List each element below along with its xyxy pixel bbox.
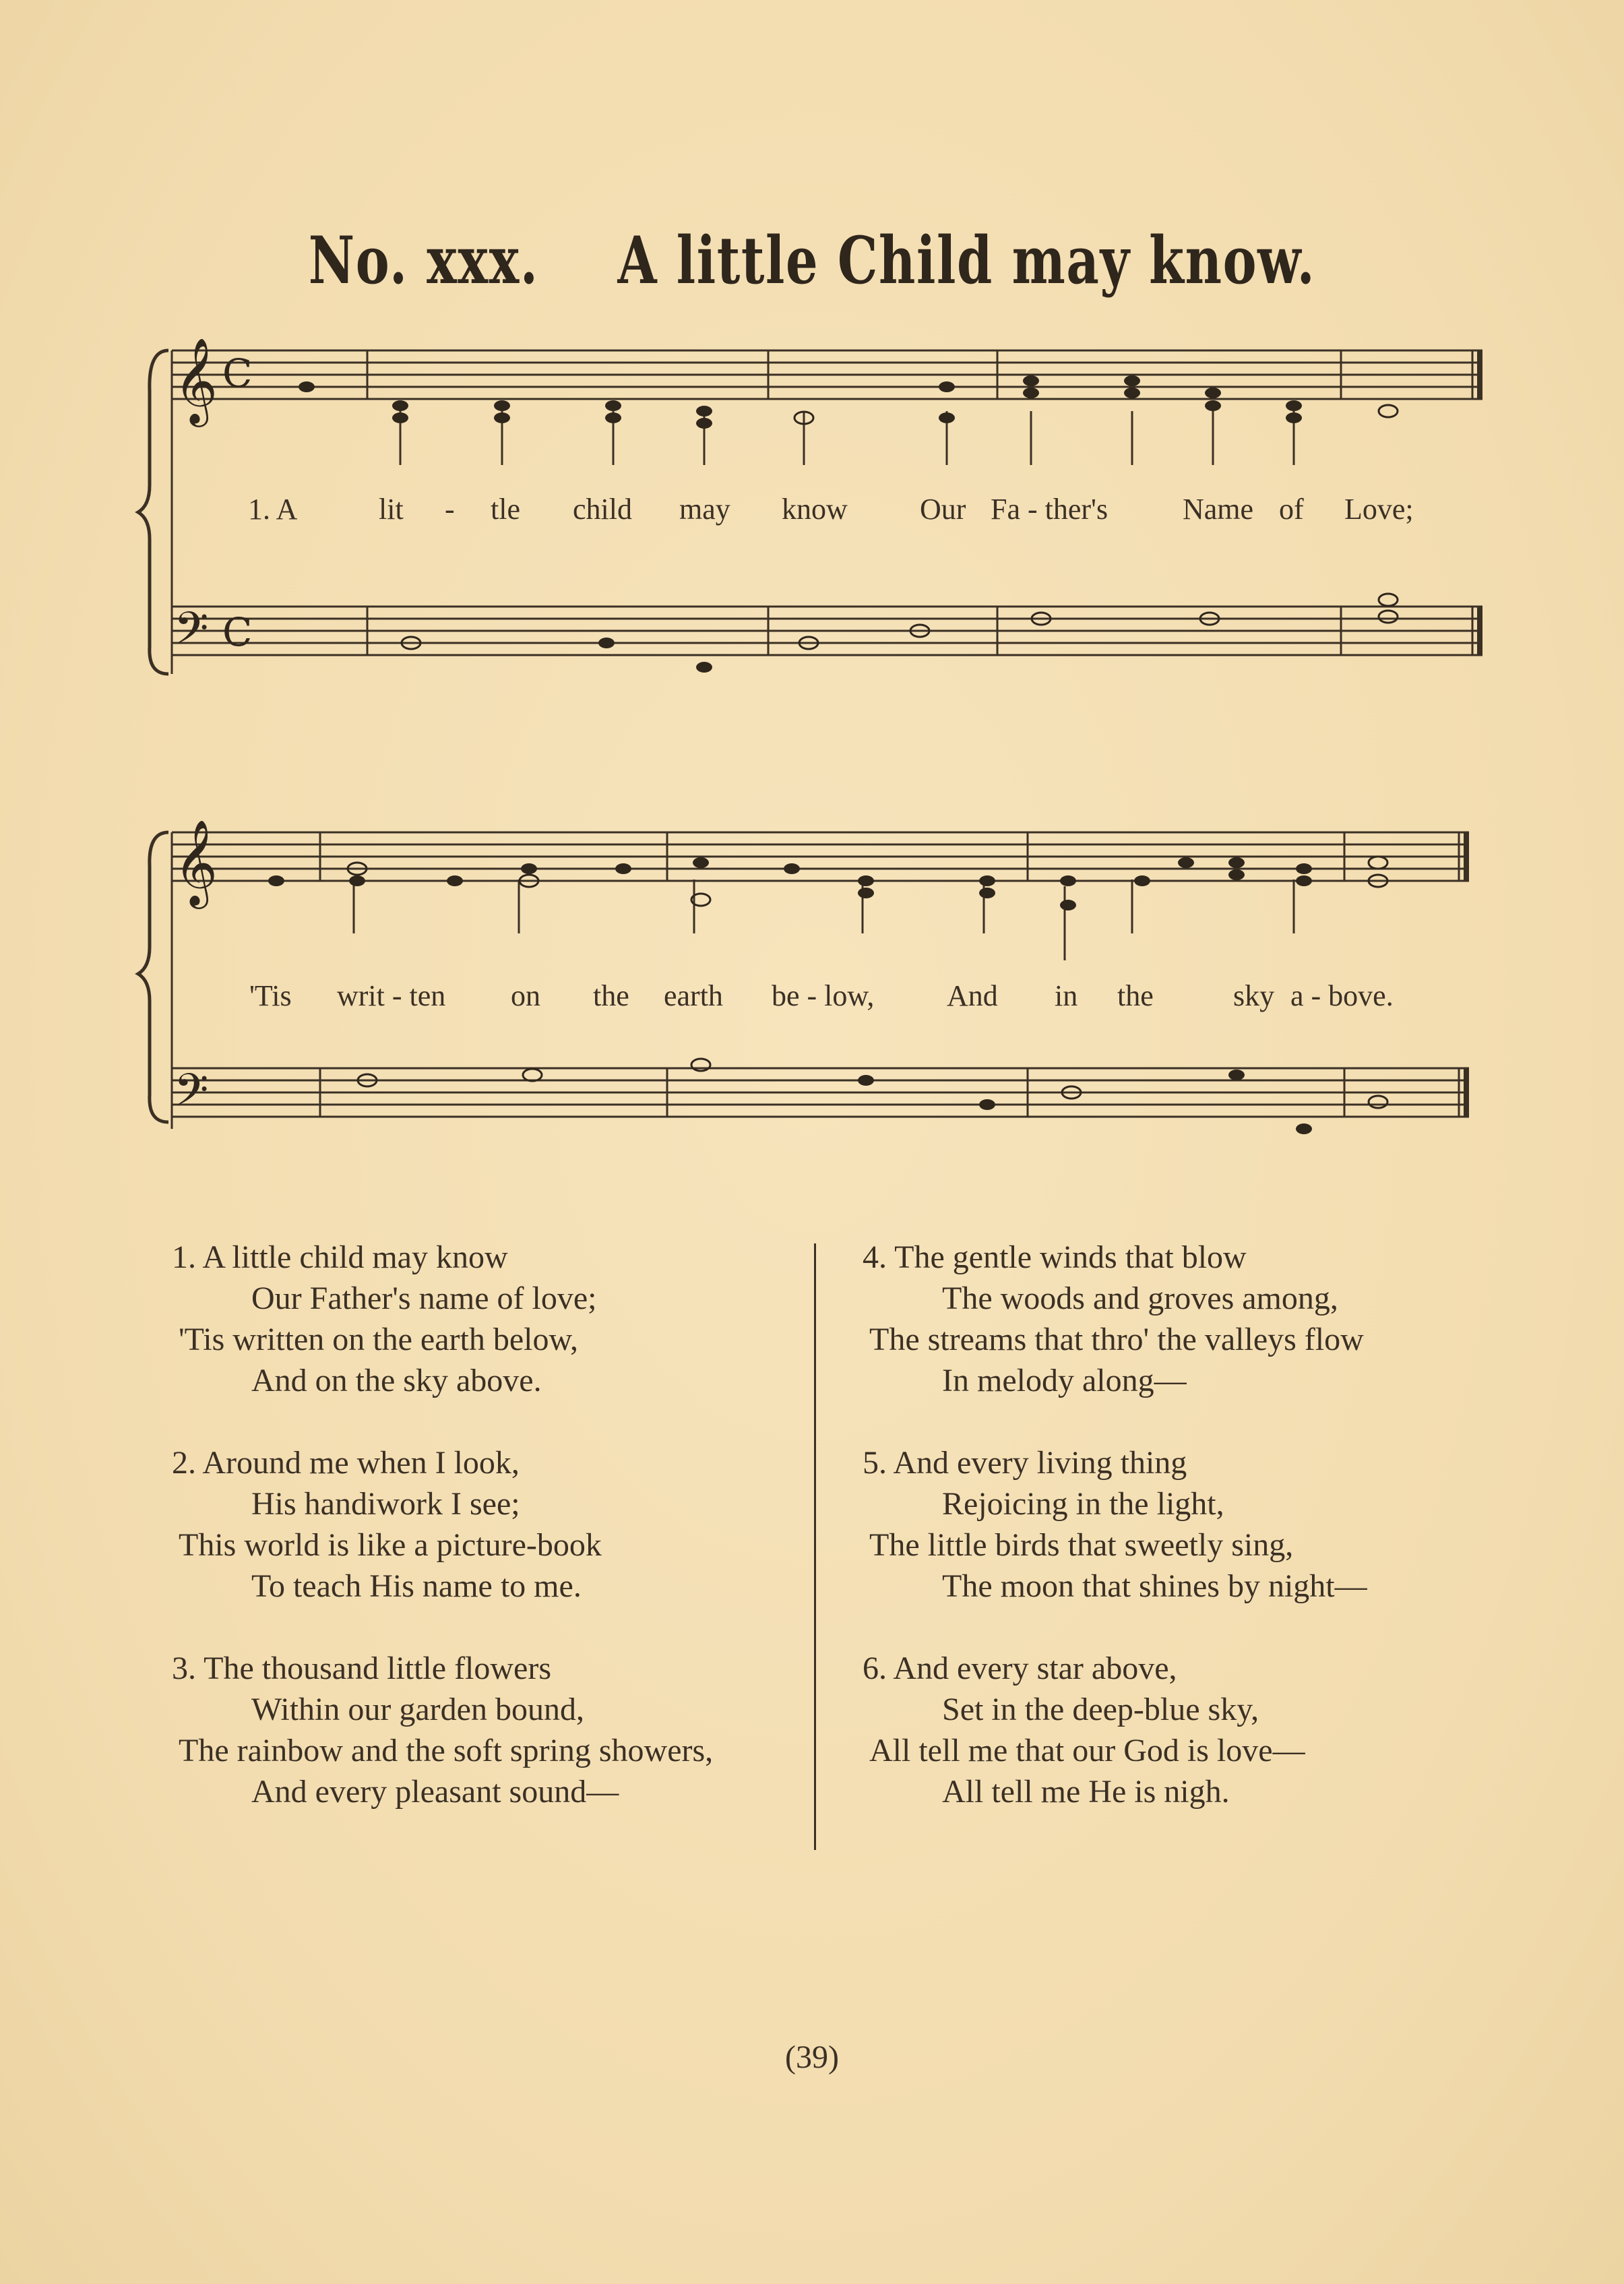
lyric-syllable: be - low, [772,979,875,1012]
verse-line: Set in the deep-blue sky, [942,1692,1259,1727]
verse-line: Our Father's name of love; [251,1280,597,1316]
lyric-syllable: child [573,493,632,526]
verse-line: The woods and groves among, [942,1280,1338,1316]
verse-line: 1. A little child may know [172,1239,508,1275]
svg-text:𝄢: 𝄢 [174,1064,209,1127]
svg-text:𝄞: 𝄞 [174,337,218,423]
verses-section [0,1237,1624,1830]
lyric-syllable: 'Tis [249,979,292,1012]
lyric-syllable: Our [920,493,966,526]
verses-column-left [172,1237,799,1853]
verse-line: The little birds that sweetly sing, [869,1527,1294,1563]
lyric-syllable: know [782,493,848,526]
lyric-syllable: may [679,493,730,526]
verse-line: 6. And every star above, [863,1650,1177,1686]
lyric-syllable: And [947,979,998,1012]
verse-line: 4. The gentle winds that blow [863,1239,1247,1275]
lyric-syllable: the [1117,979,1154,1012]
hymn-title [179,222,1445,299]
lyric-syllable: Love; [1344,493,1414,526]
column-divider [814,1243,816,1850]
verse-line: The streams that thro' the valleys flow [869,1322,1364,1357]
verse-line: 5. And every living thing [863,1445,1187,1481]
verse-line: All tell me that our God is love— [869,1733,1305,1768]
verse-line: His handiwork I see; [251,1486,520,1522]
lyric-syllable: tle [491,493,520,526]
lyric-syllable: a - bove. [1290,979,1394,1012]
lyric-syllable: 1. A [248,493,298,526]
lyric-syllable: Name [1183,493,1254,526]
verse-line: 3. The thousand little flowers [172,1650,552,1686]
lyric-syllable: the [593,979,629,1012]
verse-line: The moon that shines by night— [942,1568,1367,1604]
verses-column-right [863,1237,1469,1853]
lyric-syllable: - [445,493,455,526]
lyric-syllable: writ - ten [337,979,446,1012]
verse-line: This world is like a picture-book [179,1527,602,1563]
verse-line: The rainbow and the soft spring showers, [179,1733,714,1768]
lyric-syllable: lit [379,493,404,526]
svg-text:C: C [222,609,253,655]
verse-5 [863,1442,1469,1607]
hymn-name: A little Child may know. [617,222,1316,299]
lyric-syllable: on [511,979,540,1012]
verse-line: 'Tis written on the earth below, [179,1322,579,1357]
verse-line: To teach His name to me. [251,1568,582,1604]
svg-text:𝄞: 𝄞 [174,819,218,905]
verse-line: And on the sky above. [251,1363,542,1398]
svg-text:𝄢: 𝄢 [174,603,209,665]
lyric-syllable: Fa - ther's [991,493,1108,526]
lyric-syllable: of [1279,493,1304,526]
verse-line: And every pleasant sound— [251,1774,619,1810]
lyric-syllable: sky [1233,979,1275,1012]
page-number: (39) [785,2039,839,2075]
lyric-syllable: in [1055,979,1078,1012]
lyric-syllable: earth [664,979,723,1012]
verse-4 [863,1237,1469,1401]
verse-2 [172,1442,799,1607]
verse-3 [172,1648,799,1812]
verse-line: In melody along— [942,1363,1187,1398]
verse-6 [863,1648,1469,1812]
hymn-number: No. xxx. [308,222,539,299]
svg-text:C: C [222,350,253,396]
verse-line: 2. Around me when I look, [172,1445,520,1481]
verse-line: All tell me He is nigh. [942,1774,1230,1810]
verse-1 [172,1237,799,1401]
verse-line: Within our garden bound, [251,1692,584,1727]
verse-line: Rejoicing in the light, [942,1486,1224,1522]
